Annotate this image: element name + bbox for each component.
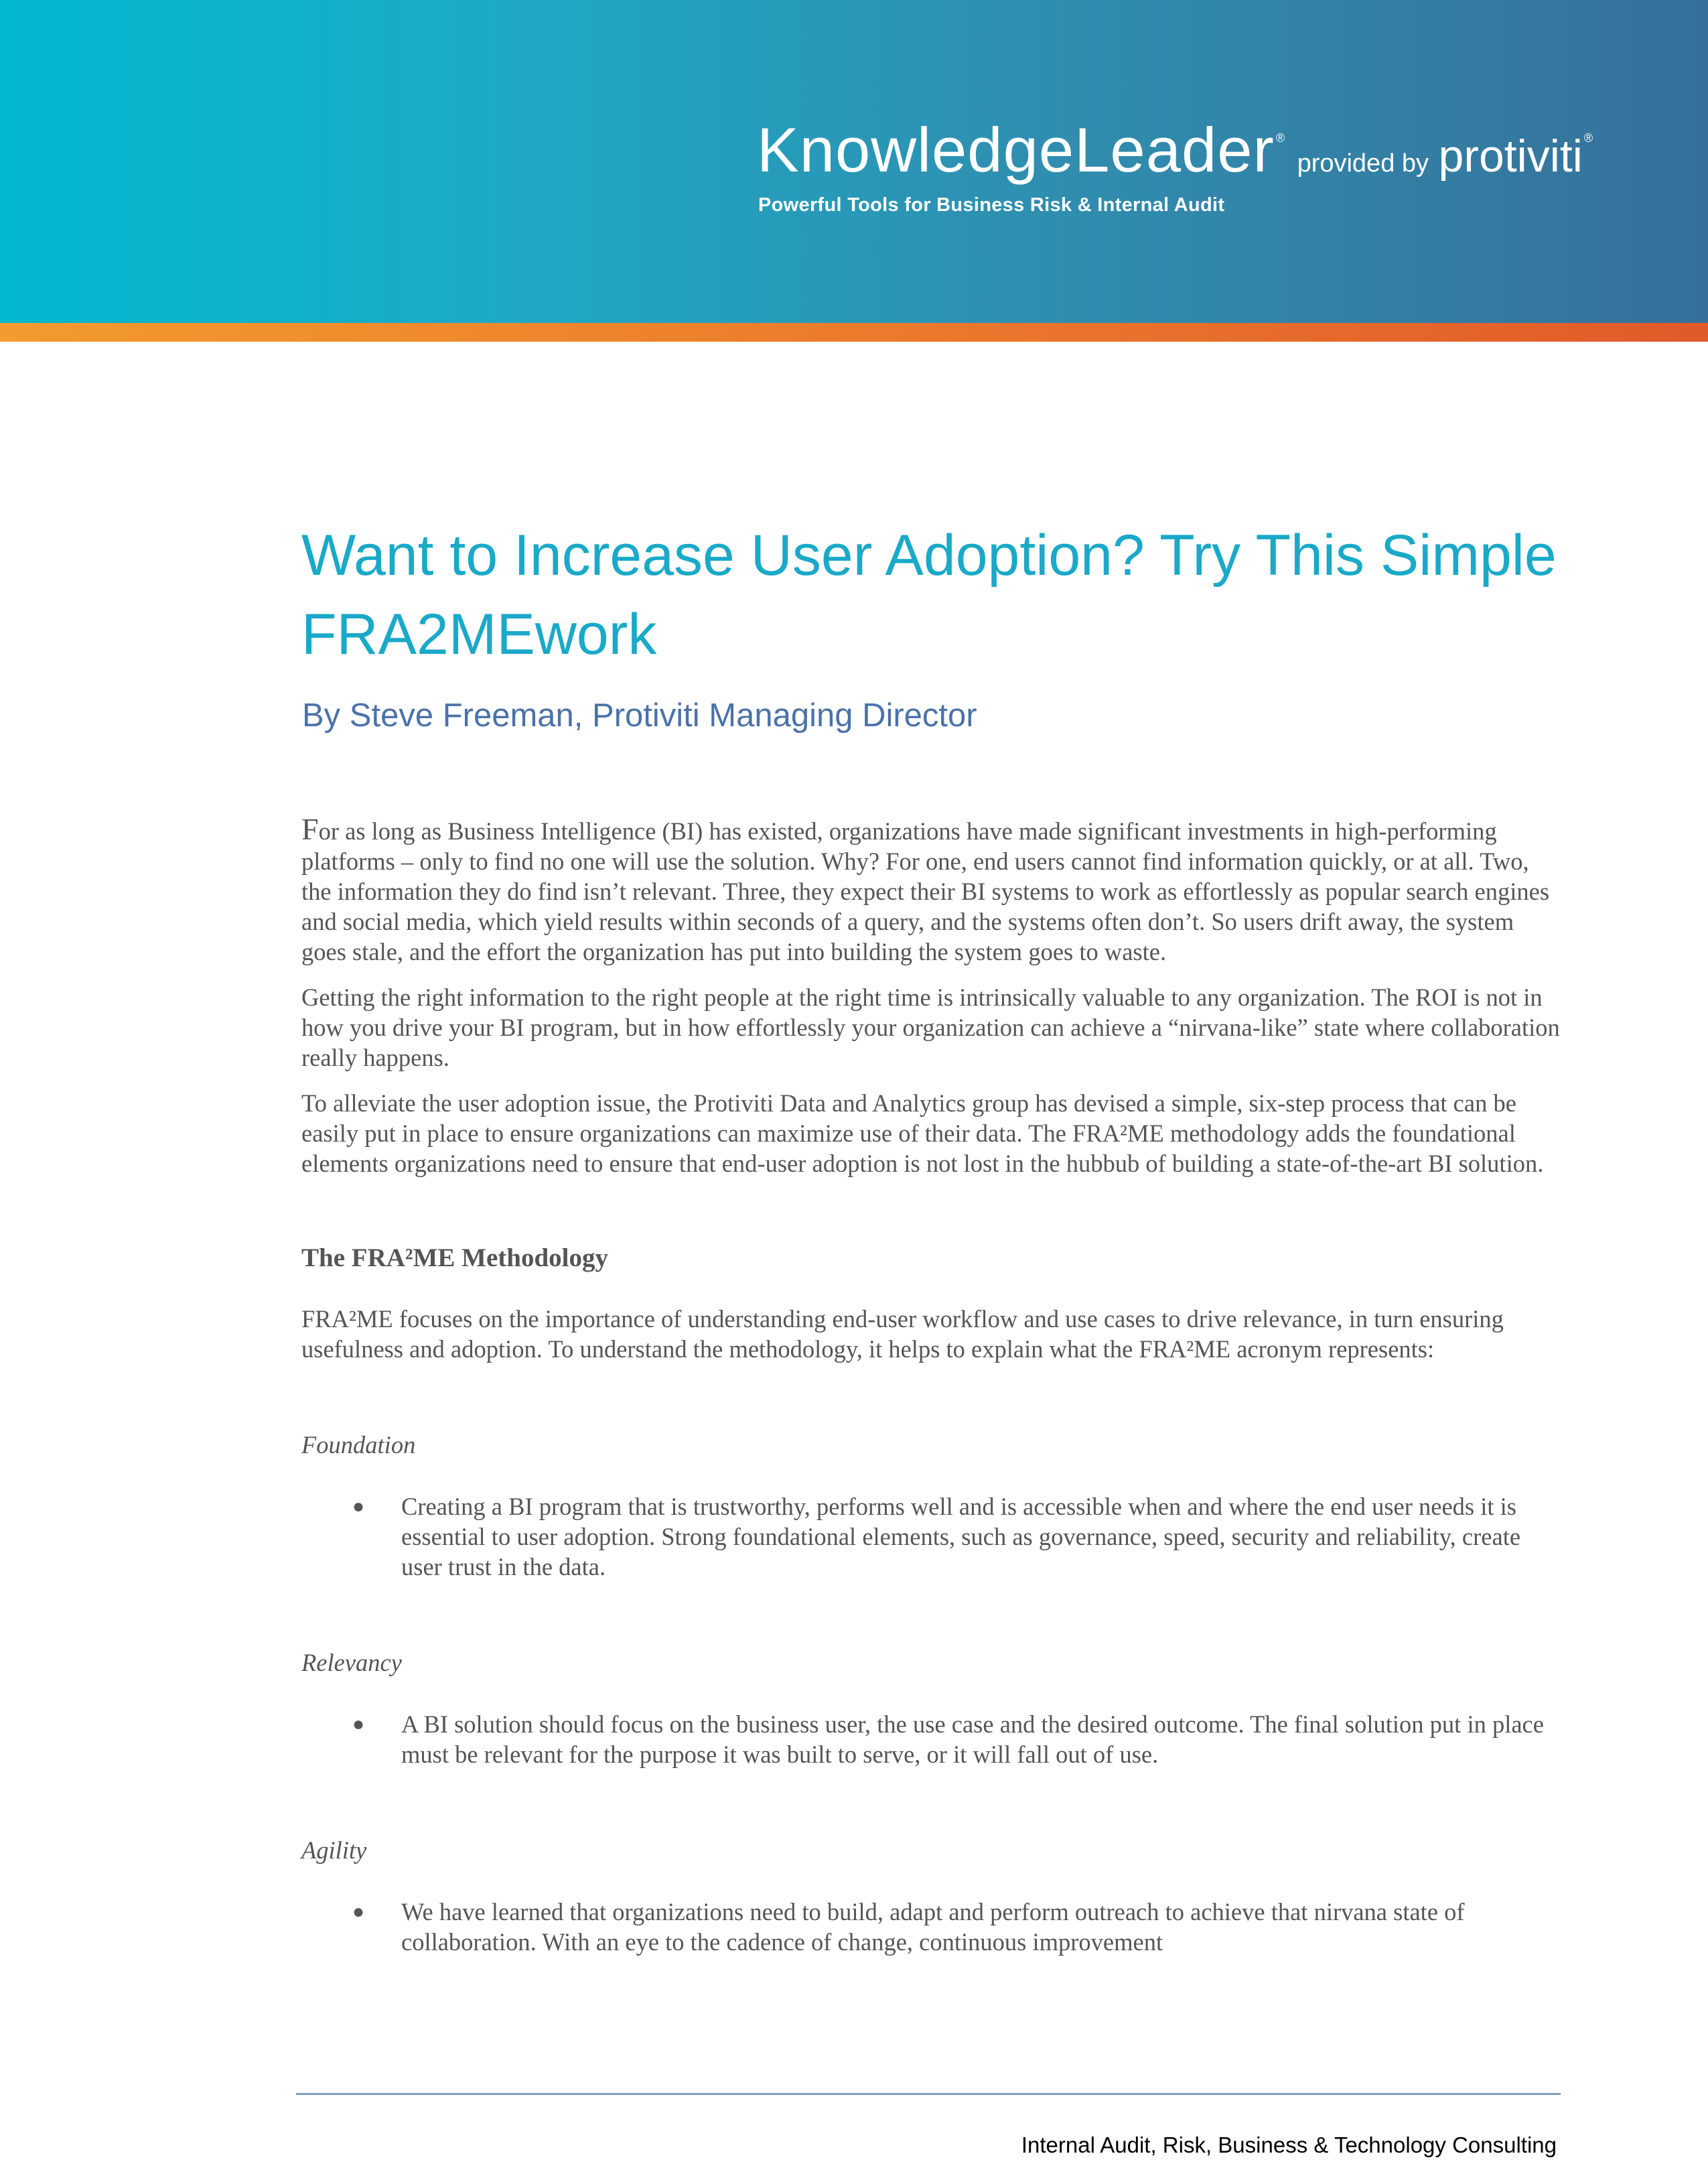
intro-dropcap: F [301, 812, 319, 846]
bullet-icon: ● [352, 1495, 365, 1517]
subsection-heading-foundation: Foundation [301, 1431, 416, 1459]
bullet-text: Creating a BI program that is trustworthy, performs well and is accessible when and where the end user needs it is essential to user adoption. Strong foundational elements, such as governance, speed, security and reliability, create user trust in the data. [401, 1493, 1521, 1580]
company-name: protiviti [1438, 131, 1583, 182]
brand-logo [757, 114, 1593, 186]
intro-paragraph [301, 814, 1561, 967]
bullet-item [301, 1897, 1561, 1957]
article-title: Want to Increase User Adoption? Try This Simple FRA2MEwork [301, 523, 1557, 667]
registered-mark: ® [1275, 131, 1285, 145]
article-byline: By Steve Freeman, Protiviti Managing Director [302, 697, 977, 734]
bullet-icon: ● [352, 1713, 365, 1735]
bullet-item [301, 1709, 1561, 1769]
section-intro: FRA²ME focuses on the importance of understanding end-user workflow and use cases to drive relevance, in turn ensuring usefulness and adoption. To understand the methodology, it helps to explain what the FRA²ME acronym represents: [301, 1305, 1504, 1363]
section-heading: The FRA²ME Methodology [301, 1243, 609, 1272]
body-paragraph: Getting the right information to the right people at the right time is intrinsically valuable to any organization. The ROI is not in how you drive your BI program, but in how effortlessly your organization can achieve a “nirvana-like” state where collaboration really happens. [301, 984, 1560, 1071]
bullet-icon: ● [352, 1901, 365, 1923]
registered-mark: ® [1583, 131, 1593, 145]
footer-text: Internal Audit, Risk, Business & Technology Consulting [1021, 2132, 1557, 2157]
bullet-text: A BI solution should focus on the business user, the use case and the desired outcome. The final solution put in place must be relevant for the purpose it was built to serve, or it will fall out of use. [401, 1710, 1544, 1768]
body-paragraph: To alleviate the user adoption issue, the Protiviti Data and Analytics group has devised a simple, six-step process that can be easily put in place to ensure organizations can maximize use of their data. The FRA²ME methodology adds the foundational elements organizations need to ensure that end-user adoption is not lost in the hubbub of building a state-of-the-art BI solution. [301, 1089, 1544, 1177]
bullet-text: We have learned that organizations need to build, adapt and perform outreach to achieve that nirvana state of collaboration. With an eye to the cadence of change, continuous improvement [401, 1898, 1465, 1956]
article-body [301, 814, 1561, 1957]
subsection-heading-relevancy: Relevancy [301, 1649, 402, 1676]
paragraph-text: or as long as Business Intelligence (BI) has existed, organizations have made significant investments in high-performing platforms – only to find no one will use the solution. Why? For one, end users cannot find information quickly, or at all. Two, the information they do find isn’t relevant. Three, they expect their BI systems to work as effortlessly as popular search engines and social media, which yield results within seconds of a query, and the systems often don’t. So users drift away, the system goes stale, and the effort the organization has put into building the system goes to waste. [301, 817, 1550, 965]
brand-name: KnowledgeLeader [757, 115, 1275, 185]
header-accent-stripe [0, 323, 1708, 342]
footer-divider [296, 2093, 1561, 2095]
provided-by-text: provided by [1297, 149, 1429, 178]
brand-tagline: Powerful Tools for Business Risk & Internal Audit [758, 194, 1225, 216]
subsection-heading-agility: Agility [301, 1836, 367, 1864]
bullet-item [301, 1491, 1561, 1582]
